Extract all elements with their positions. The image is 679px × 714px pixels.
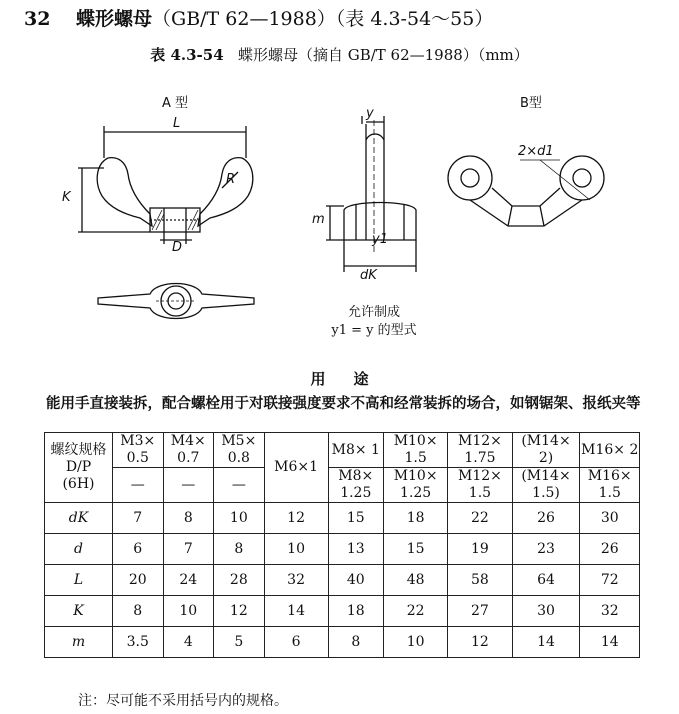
table-cell: 7 <box>113 503 164 534</box>
spec-table <box>44 432 640 658</box>
table-cell: 10 <box>264 534 328 565</box>
table-cell: 18 <box>383 503 447 534</box>
figure-note-line-1: 允许制成 <box>347 305 400 320</box>
table-cell: 58 <box>448 565 512 596</box>
table-cell: 3.5 <box>113 627 164 658</box>
table-row <box>45 565 640 596</box>
thread-cell: M8× 1.25 <box>328 468 383 503</box>
section-number: 32 <box>24 8 51 30</box>
table-cell: 32 <box>580 596 640 627</box>
table-cell: 4 <box>163 627 214 658</box>
thread-row-2 <box>45 468 640 503</box>
row-label: dK <box>45 503 113 534</box>
table-row <box>45 534 640 565</box>
table-cell: 5 <box>214 627 265 658</box>
figure-note <box>314 304 434 340</box>
row-label: L <box>45 565 113 596</box>
type-a-top-view <box>98 284 254 319</box>
thread-row-1 <box>45 433 640 468</box>
table-cell: 20 <box>113 565 164 596</box>
thread-cell: M4× 0.7 <box>163 433 214 468</box>
section-heading: 蝶形螺母 <box>76 8 153 30</box>
thread-cell: — <box>113 468 164 503</box>
thread-cell: M3× 0.5 <box>113 433 164 468</box>
thread-cell: M10× 1.25 <box>383 468 447 503</box>
dim-label-2d1: 2×d1 <box>518 144 554 159</box>
table-caption-title: 蝶形螺母（摘自 GB/T 62—1988）（mm） <box>237 46 529 64</box>
table-cell: 22 <box>383 596 447 627</box>
thread-cell: M10× 1.5 <box>383 433 447 468</box>
table-cell: 10 <box>383 627 447 658</box>
dim-label-y1: y1 <box>372 232 388 247</box>
section-title <box>24 4 493 31</box>
table-cell: 64 <box>512 565 580 596</box>
thread-cell: — <box>214 468 265 503</box>
table-cell: 13 <box>328 534 383 565</box>
table-cell: 18 <box>328 596 383 627</box>
table-cell: 27 <box>448 596 512 627</box>
row-label: m <box>45 627 113 658</box>
thread-cell: M6×1 <box>264 433 328 503</box>
table-cell: 6 <box>113 534 164 565</box>
table-caption <box>0 44 679 65</box>
table-cell: 8 <box>163 503 214 534</box>
thread-cell: M8× 1 <box>328 433 383 468</box>
dim-label-dk: dK <box>360 268 377 283</box>
section-subtitle: （GB/T 62—1988）（表 4.3-54～55） <box>152 8 494 30</box>
table-cell: 12 <box>264 503 328 534</box>
table-cell: 22 <box>448 503 512 534</box>
table-row <box>45 503 640 534</box>
thread-cell: M5× 0.8 <box>214 433 265 468</box>
row-label: K <box>45 596 113 627</box>
row-label: d <box>45 534 113 565</box>
table-cell: 12 <box>448 627 512 658</box>
table-cell: 15 <box>328 503 383 534</box>
side-view <box>326 116 416 272</box>
table-cell: 10 <box>163 596 214 627</box>
type-a-label: A 型 <box>162 96 189 111</box>
table-cell: 14 <box>580 627 640 658</box>
type-b-label: B型 <box>520 96 542 111</box>
thread-cell: — <box>163 468 214 503</box>
dim-label-D: D <box>172 240 183 255</box>
table-caption-label: 表 4.3-54 <box>150 46 224 64</box>
thread-cell: M16× 1.5 <box>580 468 640 503</box>
thread-cell: (M14× 2) <box>512 433 580 468</box>
table-cell: 6 <box>264 627 328 658</box>
thread-spec-header: 螺纹规格 D/P (6H) <box>45 433 113 503</box>
table-cell: 23 <box>512 534 580 565</box>
table-cell: 7 <box>163 534 214 565</box>
dim-label-y: y <box>366 106 374 121</box>
table-cell: 8 <box>113 596 164 627</box>
table-row <box>45 596 640 627</box>
table-cell: 15 <box>383 534 447 565</box>
table-cell: 10 <box>214 503 265 534</box>
table-cell: 8 <box>214 534 265 565</box>
table-cell: 72 <box>580 565 640 596</box>
usage-text: 能用手直接装拆，配合螺栓用于对联接强度要求不高和经常装拆的场合，如钢锯架、报纸夹等 <box>46 395 641 412</box>
table-cell: 28 <box>214 565 265 596</box>
footnote: 注：尽可能不采用括号内的规格。 <box>78 693 288 709</box>
table-cell: 14 <box>264 596 328 627</box>
table-cell: 30 <box>580 503 640 534</box>
thread-cell: M12× 1.5 <box>448 468 512 503</box>
table-cell: 26 <box>580 534 640 565</box>
table-cell: 30 <box>512 596 580 627</box>
thread-cell: M12× 1.75 <box>448 433 512 468</box>
thread-cell: (M14× 1.5) <box>512 468 580 503</box>
table-cell: 26 <box>512 503 580 534</box>
table-cell: 12 <box>214 596 265 627</box>
table-cell: 8 <box>328 627 383 658</box>
table-cell: 19 <box>448 534 512 565</box>
dim-label-L: L <box>173 116 181 131</box>
table-row <box>45 627 640 658</box>
usage-heading: 用途 <box>310 370 397 388</box>
type-b-view <box>448 156 604 226</box>
table-cell: 24 <box>163 565 214 596</box>
table-cell: 32 <box>264 565 328 596</box>
thread-cell: M16× 2 <box>580 433 640 468</box>
table-cell: 40 <box>328 565 383 596</box>
table-cell: 48 <box>383 565 447 596</box>
dim-label-R: R <box>226 172 236 187</box>
dim-label-m: m <box>312 212 325 227</box>
table-cell: 14 <box>512 627 580 658</box>
figure-note-line-2: y1 = y 的型式 <box>331 323 417 338</box>
dim-label-K: K <box>62 190 71 205</box>
